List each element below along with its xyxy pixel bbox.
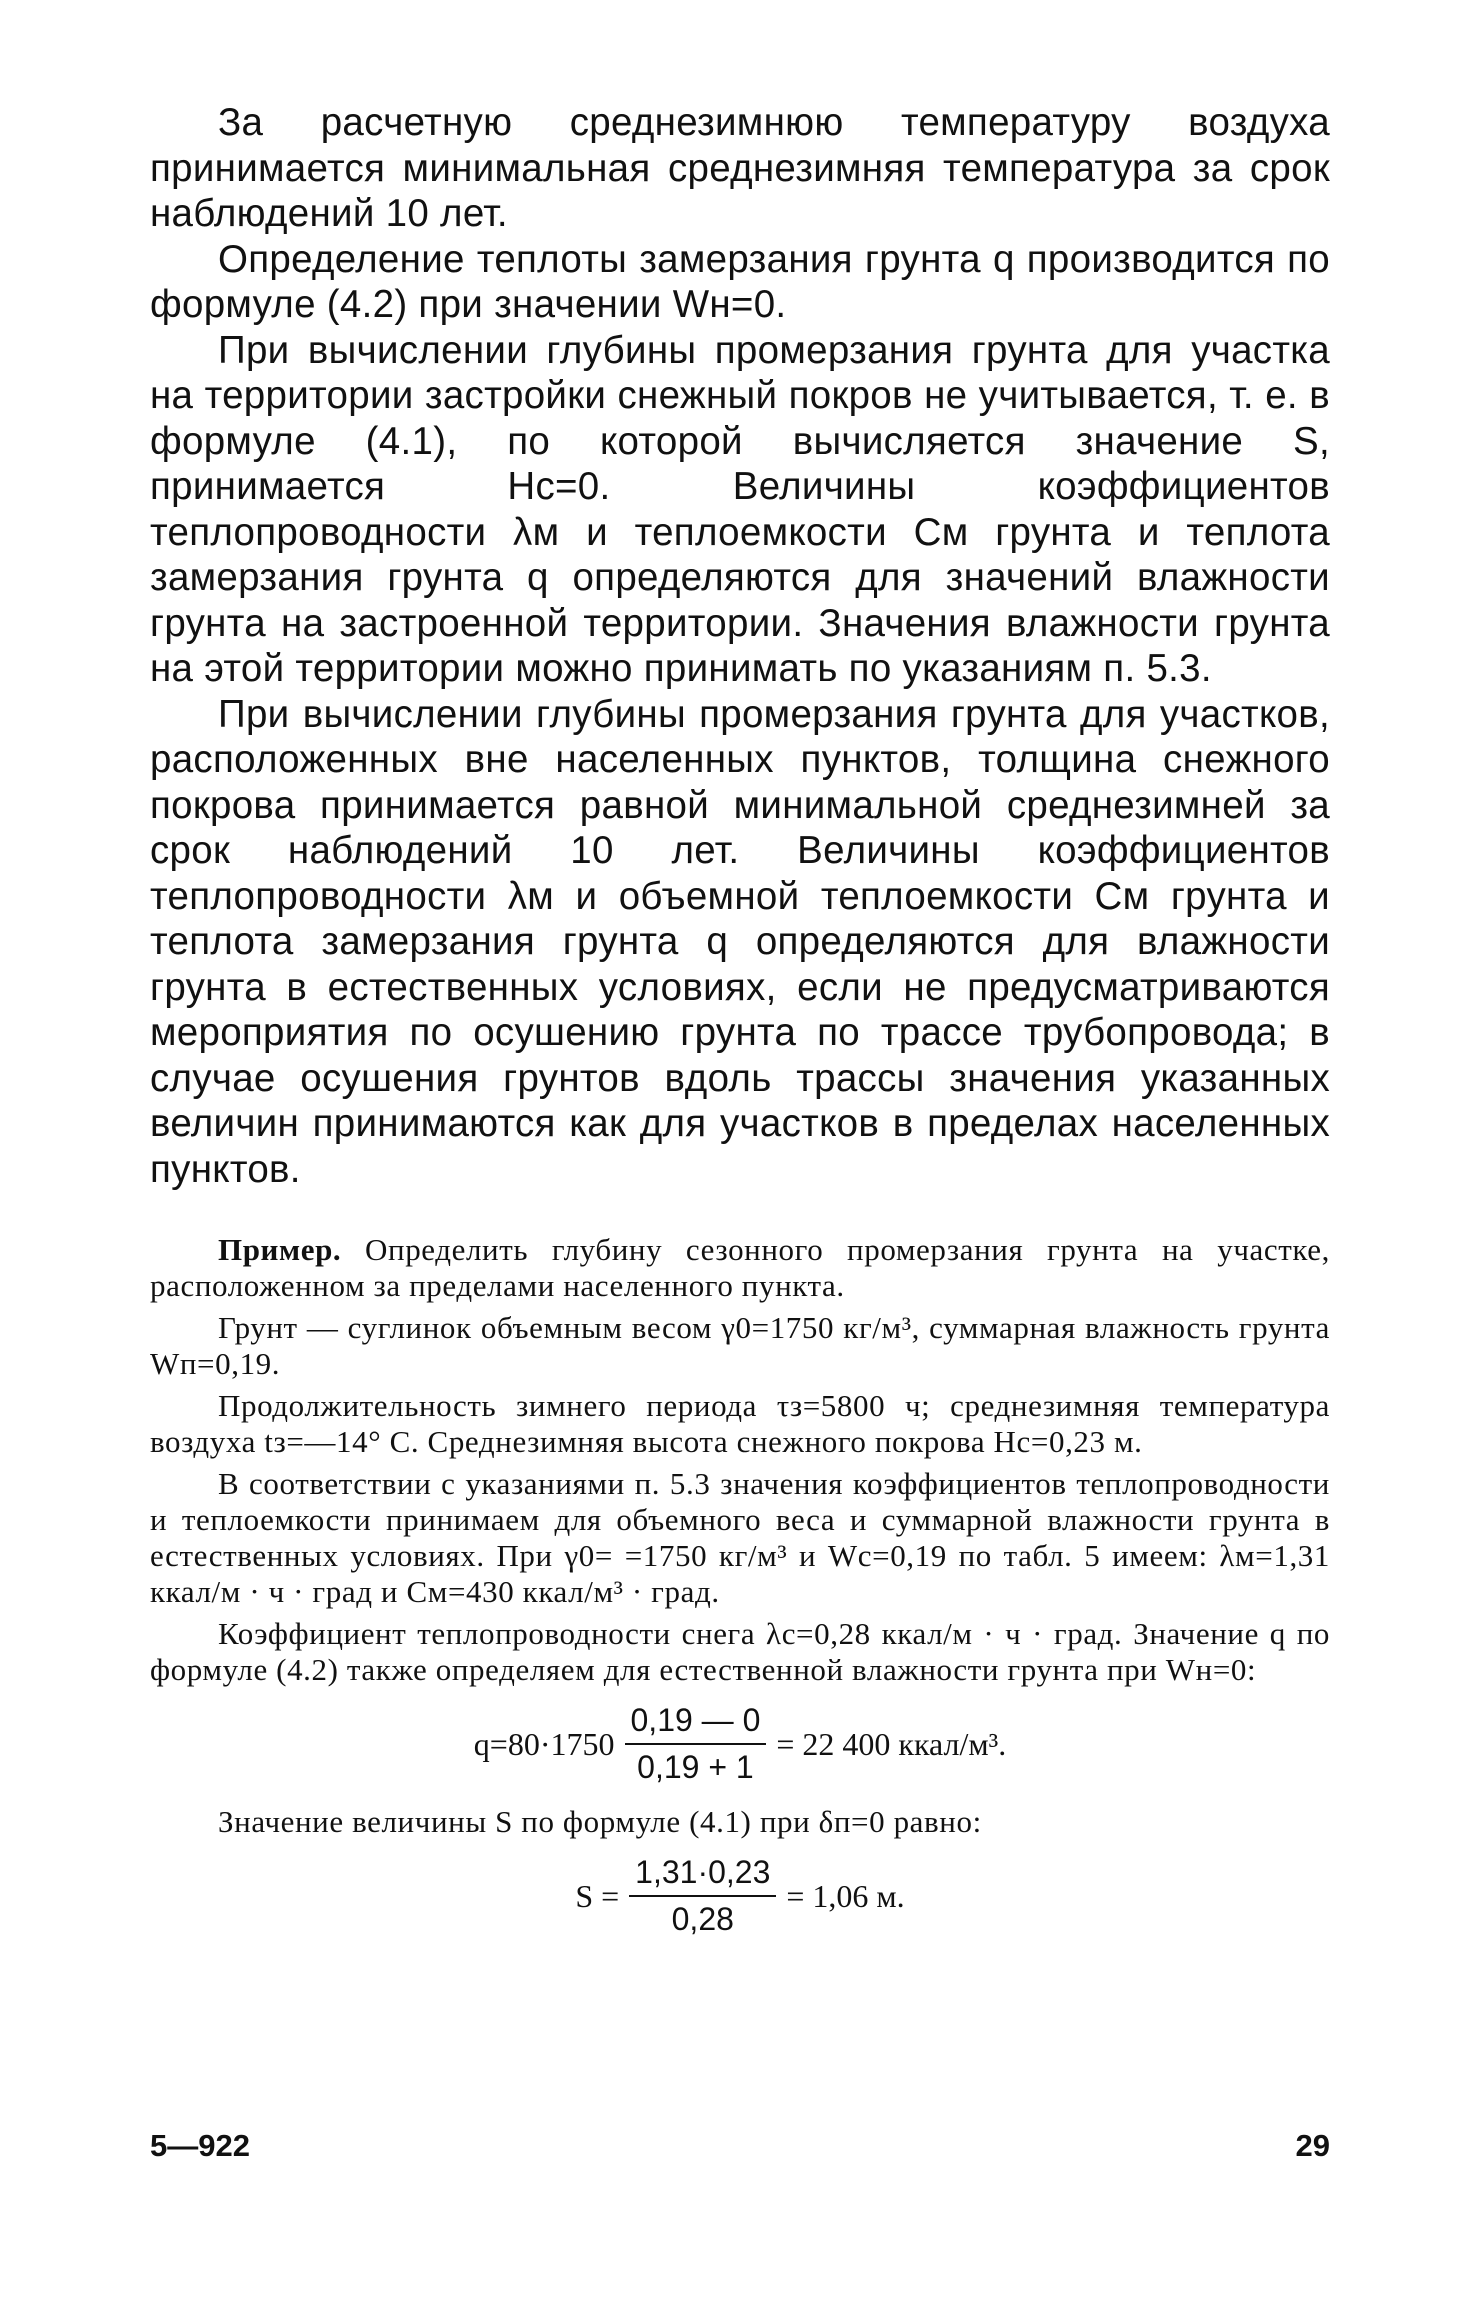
formula-s-lhs: S = <box>575 1877 620 1914</box>
paragraph-2: Определение теплоты замерзания грунта q производится по формуле (4.2) при значении Wн=0. <box>150 237 1330 326</box>
paragraph-1: За расчетную среднезимнюю температуру воздуха принимается минимальная среднезимняя температура за срок наблюдений 10 лет. <box>150 101 1330 235</box>
example-intro <box>150 1232 1330 1304</box>
main-text <box>150 100 1330 1192</box>
example-paragraph-3: В соответствии с указаниями п. 5.3 значения коэффициентов теплопроводности и теплоемкости принимаем для объемного веса и суммарной влажности грунта в естественных условиях. При γ0= =1750 кг/м³ и Wс=0,19 по табл. 5 имеем: λм=1,31 ккал/м · ч · град и См=430 ккал/м³ · град. <box>150 1466 1330 1609</box>
formula-q-lhs: q=80·1750 <box>473 1725 615 1762</box>
formula-q <box>150 1702 1330 1786</box>
example-block <box>150 1232 1330 1938</box>
page-footer <box>150 2128 1330 2164</box>
example-lead: Пример. <box>218 1232 342 1267</box>
formula-s-numerator: 1,31·0,23 <box>629 1854 776 1897</box>
paragraph-3: При вычислении глубины промерзания грунта для участка на территории застройки снежный покров не учитывается, т. е. в формуле (4.1), по которой вычисляется значение S, принимается Нс=0. Величины коэффициентов теплопроводности λм и теплоемкости См грунта и теплота замерзания грунта q определяются для значений влажности грунта на застроенной территории. Значения влажности грунта на этой территории можно принимать по указаниям п. 5.3. <box>150 328 1330 690</box>
formula-s <box>150 1854 1330 1938</box>
signature-mark: 5—922 <box>150 2128 250 2163</box>
formula-q-denominator: 0,19 + 1 <box>637 1749 754 1785</box>
example-paragraph-4: Коэффициент теплопроводности снега λс=0,28 ккал/м · ч · град. Значение q по формуле (4.2) также определяем для естественной влажности грунта при Wн=0: <box>150 1616 1330 1687</box>
formula-s-denominator: 0,28 <box>671 1901 734 1937</box>
page-content <box>150 100 1330 1956</box>
example-paragraph-1: Грунт — суглинок объемным весом γ0=1750 кг/м³, суммарная влажность грунта Wп=0,19. <box>150 1310 1330 1381</box>
formula-q-rhs: = 22 400 ккал/м³. <box>776 1725 1007 1762</box>
example-paragraph-2: Продолжительность зимнего периода τз=5800 ч; среднезимняя температура воздуха tз=—14° С. Среднезимняя высота снежного покрова Нс=0,23 м. <box>150 1388 1330 1459</box>
paragraph-4: При вычислении глубины промерзания грунта для участков, расположенных вне населенных пунктов, толщина снежного покрова принимается равной минимальной среднезимней за срок наблюдений 10 лет. Величины коэффициентов теплопроводности λм и объемной теплоемкости См грунта и теплота замерзания грунта q определяются для влажности грунта в естественных условиях, если не предусматриваются мероприятия по осушению грунта по трассе трубопровода; в случае осушения грунтов вдоль трассы значения указанных величин принимаются как для участков в пределах населенных пунктов. <box>150 692 1330 1191</box>
formula-s-rhs: = 1,06 м. <box>786 1877 905 1914</box>
page-number: 29 <box>1295 2128 1330 2163</box>
formula-s-fraction <box>629 1854 776 1938</box>
formula-q-numerator: 0,19 — 0 <box>625 1702 767 1745</box>
example-paragraph-5: Значение величины S по формуле (4.1) при δп=0 равно: <box>218 1804 982 1839</box>
formula-q-fraction <box>625 1702 767 1786</box>
example-intro-text: Определить глубину сезонного промерзания грунта на участке, расположенном за пределами населенного пункта. <box>150 1232 1330 1303</box>
